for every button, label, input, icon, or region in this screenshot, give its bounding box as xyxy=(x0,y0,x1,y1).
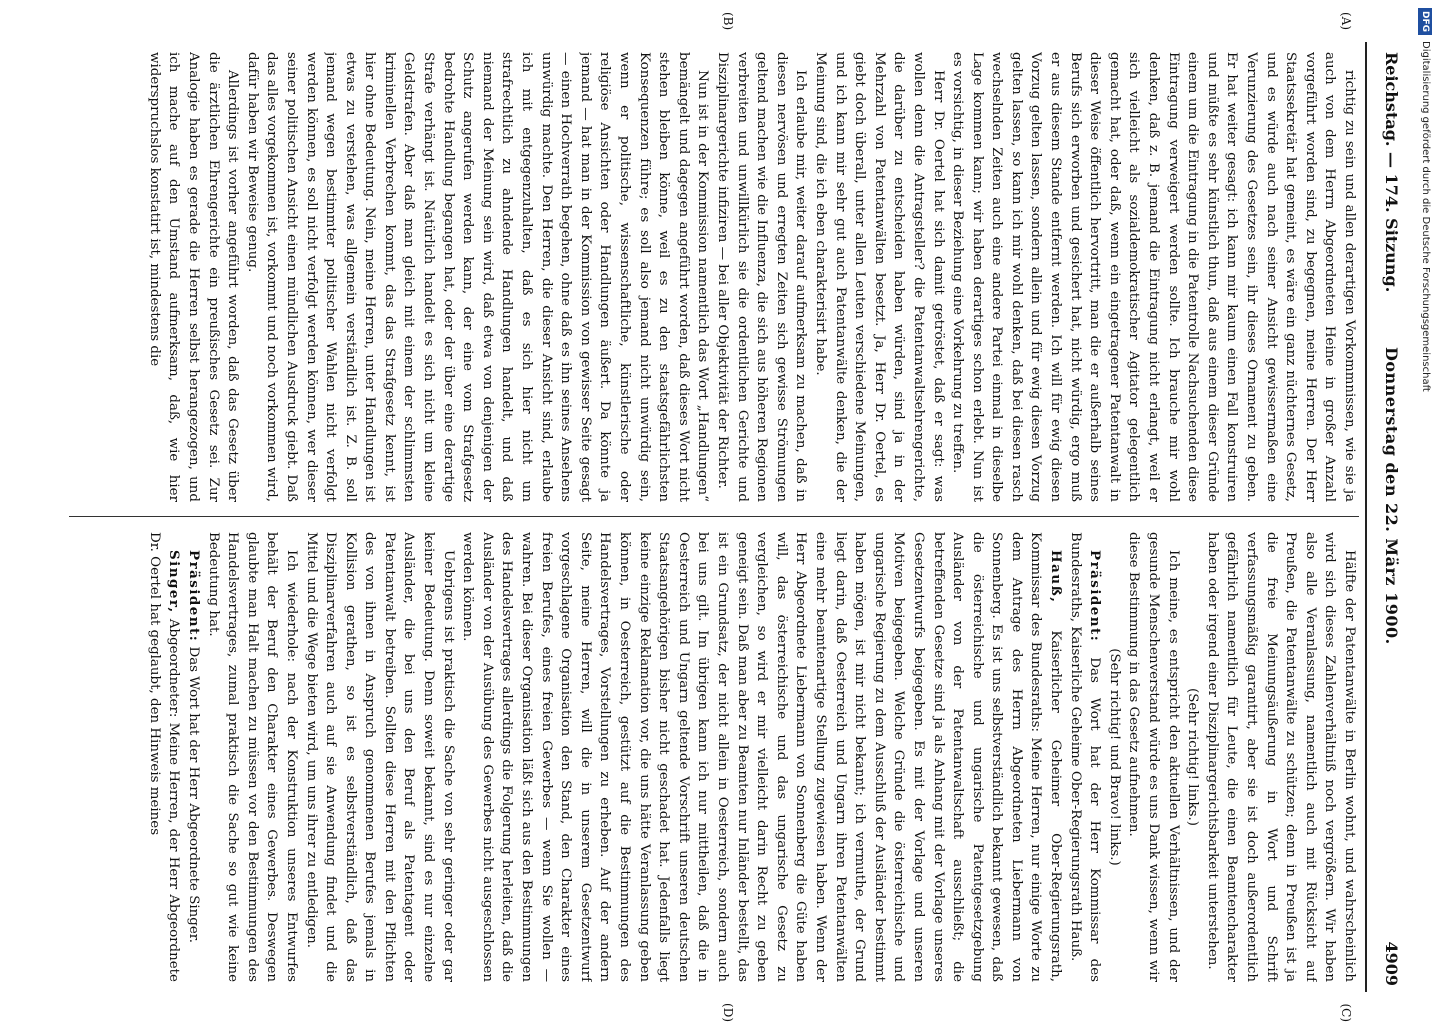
margin-mark-d: (D) xyxy=(721,1003,735,1022)
speaker-name: Hauß, xyxy=(1048,550,1065,604)
scanned-page xyxy=(53,12,1411,1022)
speaker-name: Präsident: xyxy=(185,550,202,643)
speaker-paragraph xyxy=(1065,532,1104,982)
running-header xyxy=(1367,42,1411,992)
speaker-paragraph xyxy=(183,532,203,982)
stamp-text: Digitalisierung gefördert durch die Deutsche Forschungsgemeinschaft xyxy=(1420,41,1431,392)
left-paragraph: Allerdings ist vorher angeführt worden, daß das Gesetz über die ärztlichen Ehrengerichte ein preußisches Gesetz sei. Zur Analogie haben es gerade die Herren selbst herangezogen, und ich mache auf den Umstand aufmerksam, daß, wie hier widerspruchslos konstatirt ist, mindestens die xyxy=(146,52,241,502)
left-paragraph: Herr Dr. Oertel hat sich damit getröstet, daß er sagt: was wollen denn die Antragsteller? die Patentanwaltsehrengerichte, die darüber zu entscheiden haben würden, sind ja in der Mehrzahl von Patentanwälten besetzt. Ja, Herr Dr. Oertel, es giebt doch überall, unter allen Leuten verschiedene Meinungen, und ich kann mir sehr gut auch Patentanwälte denken, die der Meinung sind, die ich eben charakterisirt habe. xyxy=(812,52,946,502)
speaker-paragraph xyxy=(458,532,1065,982)
right-paragraph: Hälfte der Patentanwälte in Berlin wohnt, und wahrscheinlich wird sich dieses Zahlenverhältniß noch vergrößern. Wir haben also alle Veranlassung, namentlich auch mit Rücksicht auf Preußen, die Patentanwälte zu schützen; denn in Preußen ist ja die freie Meinungsäußerung in Wort und Schrift verfassungsmäßig garantirt, aber sie ist doch außerordentlich gefährlich namentlich für Leute, die einen Beamtencharakter haben oder irgend einer Disziplinargerichtsbarkeit unterstehen. xyxy=(1204,532,1357,982)
header-date: Donnerstag den 22. März 1900. xyxy=(1382,347,1401,645)
right-column xyxy=(63,532,1359,982)
speaker-name: Präsident: xyxy=(1087,550,1104,643)
speech-text: Das Wort hat der Herr Kommissar des Bundesraths, Kaiserliche Geheime Ober-Regierungsrath Hauß. xyxy=(1067,532,1103,982)
speech-text: Das Wort hat der Herr Abgeordnete Singer. xyxy=(185,646,201,943)
left-paragraph: Ich erlaube mir, weiter darauf aufmerksam zu machen, daß in diesen nervösen und erregten Zeiten sich gewisse Strömungen geltend machen wie die Influenza, die sich aus höheren Regionen verbreiten und unwillkürlich sie die ordentlichen Gerichte und Disziplinargerichte infiziren — bei aller Objektivität der Richter. xyxy=(715,52,809,502)
header-rule xyxy=(1365,42,1367,992)
page-content-rotated xyxy=(53,12,1411,1022)
column-divider xyxy=(69,516,1359,517)
interjection: (Sehr richtig! links.) xyxy=(1185,688,1201,826)
right-paragraph: Ich wiederhole: nach der Konstruktion unseres Entwurfes behält der Beruf den Charakter eines Gewerbes. Deswegen glaubte man Halt machen zu müssen vor den Bestimmungen des Handelsvertrages, zumal praktisch die Sache so gut wie keine Bedeutung hat. xyxy=(205,532,299,982)
right-paragraph: Ich meine, es entspricht den aktuellen Verhältnissen, und der gesunde Menschenverstand würde es uns Dank wissen, wenn wir diese Bestimmung in das Gesetz aufnehmen. xyxy=(1126,532,1181,982)
speaker-name: Singer, xyxy=(166,550,183,614)
left-paragraph: Nun ist in der Kommission namentlich das Wort „Handlungen“ bemängelt und dagegen angeführt worden, daß dieses Wort nicht stehen bleiben könne, weil es zu den staatsgefährlichsten Konsequenzen führe; es soll also jemand nicht unwürdig sein, wenn er politische, wissenschaftliche, künstlerische oder religiöse Ansichten oder Handlungen äußert. Da könnte ja jemand — hat man in der Kommission von gewisser Seite gesagt — einen Hochverrath begehen, ohne daß es ihn seines Ansehens unwürdig machte. Den Herren, die dieser Ansicht sind, erlaube ich mit entgegenzuhalten, daß es sich hier nicht um strafrechtlich zu ahndende Handlungen handelt, und daß niemand der Meinung sein wird, daß etwa von denjenigen der Schutz angerufen werden kann, der eine vom Strafgesetz bedrohte Handlung begangen hat, oder der über eine derartige Strafe verhängt ist. Natürlich handelt es sich nicht um kleine Geldstrafen. Aber daß man gleich mit einem der schlimmsten kriminellen Verbrechen kommt, das das Strafgesetz kennt, ist hier ohne Bedeutung. Nein, meine Herren, unter Handlungen ist etwas zu verstehen, was allgemein verständlich ist. Z. B. soll jemand wegen bestimmter politischer Wahlen nicht verfolgt werden können, es soll nicht verfolgt werden können, wer dieser seiner politischen Ansicht einen mündlichen Ausdruck giebt. Daß das alles vorgekommen ist, vorkommt und noch vorkommen wird, dafür haben wir Beweise genug. xyxy=(244,52,711,502)
speaker-paragraph xyxy=(144,532,183,982)
left-column xyxy=(63,52,1359,502)
page-number: 4909 xyxy=(1382,941,1401,986)
margin-mark-b: (B) xyxy=(721,12,735,31)
header-title: Reichstag. — 174. Sitzung. xyxy=(1382,52,1401,293)
margin-mark-a: (A) xyxy=(1339,12,1353,31)
left-paragraph: richtig zu sein und allen derartigen Vorkommnissen, wie sie ja auch von dem Herrn Abgeordneten Heine in großer Anzahl vorgeführt worden sind, zu begegnen, meine Herren. Der Herr Staatssekretär hat gemeint, es wäre ein ganz nüchternes Gesetz, und es würde auch nach seiner Ansicht gewissermaßen eine Verunzierung des Gesetzes sein, ihr dieses Ornament zu geben. Er hat weiter gesagt: ich kann mir kaum einen Fall konstruiren und müßte es sehr künstlich thun, daß aus einem dieser Gründe einem um die Eintragung in die Patentrolle Nachsuchenden diese Eintragung verweigert werden sollte. Ich brauche mir wohl denken, daß z. B. jemand die Eintragung nicht erlangt, weil er sich vielleicht als sozialdemokratischer Agitator gelegentlich gemacht hat, oder daß, wenn ein eingetragener Patentanwalt in dieser Weise öffentlich hervortritt, man die er außerhalb seines Berufs sich erworben und gesichert hat, nicht würdig, ergo muß er aus diesem Stande entfernt werden. Ich will für ewig diesen Vorzug gelten lassen, sondern allein und für ewig diesen Vorzug gelten lassen, so kann ich mir wohl denken, daß bei diesen rasch wechselnden Zeiten auch eine andere Partei einmal in dieselbe Lage kommen kann; wir haben derartiges schon erlebt. Nun ist es vorsichtig, in dieser Beziehung eine Vorkehrung zu treffen. xyxy=(950,52,1357,502)
margin-mark-c: (C) xyxy=(1339,1003,1353,1022)
dfg-logo: DFG xyxy=(1418,8,1432,35)
right-paragraph: Uebrigens ist praktisch die Sache von sehr geringer oder gar keiner Bedeutung. Denn soweit bekannt, sind es nur einzelne Ausländer, die bei uns den Beruf als Patentagent oder Patentanwalt betreiben. Sollten diese Herren mit den Pflichten des von ihnen in Anspruch genommenen Berufes jemals in Kollision gerathen, so ist es selbstverständlich, daß das Disziplinarverfahren auch auf sie Anwendung findet und die Mittel und die Wege bieten wird, um uns ihrer zu entledigen. xyxy=(303,532,456,982)
interjection: (Sehr richtig! und Bravo! links.) xyxy=(1106,648,1122,866)
digitization-stamp xyxy=(1416,8,1434,998)
speech-text: Kaiserlicher Geheimer Ober-Regierungsrath, Kommissar des Bundesraths: Meine Herren, nur einige Worte zu dem Antrage des Herrn Abgeordneten Liebermann von Sonnenberg. Es ist uns selbstverständlich bekannt gewesen, daß die österreichische und ungarische Patentgesetzgebung Ausländer von der Patentanwaltschaft ausschließt; die betreffenden Gesetze sind ja als Anhang mit der Vorlage unseres Gesetzentwurfs beigegeben. Es mit der Vorlage und unseren Motiven beigegeben. Welche Gründe die österreichische und ungarische Regierung zu dem Ausschluß der Ausländer bestimmt haben mögen, ist mir nicht bekannt; ich vermuthe, der Grund liegt darin, daß Oesterreich und Ungarn ihren Patentanwälten eine mehr beamtenartige Stellung zugewiesen haben. Wenn der Herr Abgeordnete Liebermann von Sonnenberg die Güte haben will, das österreichische und das ungarische Gesetz zu vergleichen, so wird er mir vielleicht darin Recht zu geben geneigt sein. Daß man aber zu Beamten nur Inländer bestellt, das ist ein Grundsatz, der nicht allein in Oesterreich, sondern auch bei uns gilt. Im übrigen kann ich nur mittheilen, daß die in Oesterreich und Ungarn geltende Vorschrift unseren deutschen Staatsangehörigen bisher nicht geschadet hat. Jedenfalls liegt keine einzige Reklamation vor, die uns hätte Veranlassung geben können, in Oesterreich, gestützt auf die Bestimmungen des Handelsvertrages, Vorstellungen zu erheben. Auf der andern Seite, meine Herren, will die in unserem Gesetzentwurf vorgeschlagene Organisation den Stand, den Charakter eines freien Berufes, eines freien Gewerbes — wenn Sie wollen — wahren. Bei dieser Organisation läßt sich aus den Bestimmungen des Handelsvertrages allerdings die Folgerung herleiten, daß die Ausländer von der Ausübung des Gewerbes nicht ausgeschlossen werden können. xyxy=(460,532,1064,982)
speech-text: Abgeordneter: Meine Herren, der Herr Abgeordnete Dr. Oertel hat geglaubt, den Hinweis meines xyxy=(146,532,182,982)
